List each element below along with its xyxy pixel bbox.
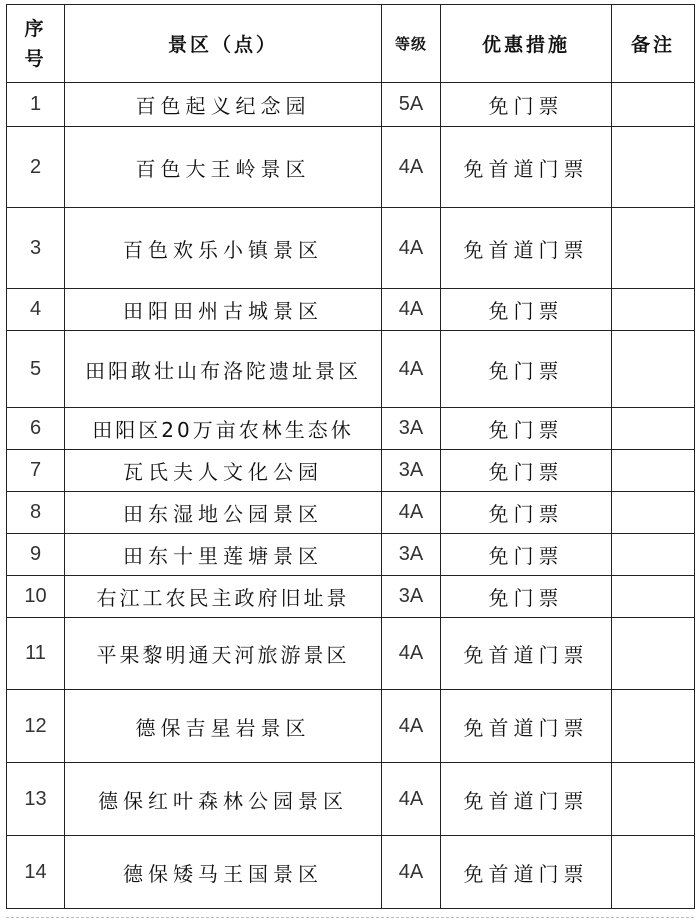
table-row: [7, 576, 695, 618]
row-remark: [612, 331, 695, 408]
row-grade: 4A: [382, 690, 441, 763]
row-seq: 9: [7, 534, 65, 576]
row-grade: 4A: [382, 208, 441, 289]
row-name: 右江工农民主政府旧址景: [65, 576, 382, 618]
table-row: [7, 450, 695, 492]
row-name: 德保红叶森林公园景区: [65, 763, 382, 836]
table-row: [7, 208, 695, 289]
row-discount: 免首道门票: [441, 208, 612, 289]
header-remark: 备注: [612, 5, 695, 83]
row-seq: 2: [7, 127, 65, 208]
row-seq: 13: [7, 763, 65, 836]
row-name: 田阳田州古城景区: [65, 289, 382, 331]
row-grade: 3A: [382, 576, 441, 618]
table-row: [7, 127, 695, 208]
row-remark: [612, 83, 695, 127]
row-name: 百色大王岭景区: [65, 127, 382, 208]
row-discount: 免门票: [441, 408, 612, 450]
row-name: 百色欢乐小镇景区: [65, 208, 382, 289]
row-remark: [612, 576, 695, 618]
row-seq: 3: [7, 208, 65, 289]
row-remark: [612, 690, 695, 763]
row-name: 田阳敢壮山布洛陀遗址景区: [65, 331, 382, 408]
row-seq: 11: [7, 618, 65, 690]
row-discount: 免门票: [441, 289, 612, 331]
row-grade: 3A: [382, 450, 441, 492]
table-row: [7, 408, 695, 450]
row-name: 田阳区20万亩农林生态休: [65, 408, 382, 450]
row-seq: 8: [7, 492, 65, 534]
row-remark: [612, 618, 695, 690]
row-discount: 免首道门票: [441, 618, 612, 690]
row-remark: [612, 450, 695, 492]
row-grade: 3A: [382, 408, 441, 450]
scenic-spots-table: [6, 4, 695, 909]
row-discount: 免门票: [441, 331, 612, 408]
header-seq-line2: 号: [24, 47, 47, 70]
row-name: 德保吉星岩景区: [65, 690, 382, 763]
table-row: [7, 331, 695, 408]
table-row: [7, 618, 695, 690]
row-grade: 4A: [382, 331, 441, 408]
table-row: [7, 690, 695, 763]
header-grade: 等级: [382, 5, 441, 83]
header-discount: 优惠措施: [441, 5, 612, 83]
table-row: [7, 289, 695, 331]
row-seq: 14: [7, 836, 65, 909]
row-grade: 4A: [382, 289, 441, 331]
row-grade: 4A: [382, 492, 441, 534]
row-name: 田东湿地公园景区: [65, 492, 382, 534]
row-seq: 6: [7, 408, 65, 450]
row-remark: [612, 836, 695, 909]
row-seq: 12: [7, 690, 65, 763]
row-seq: 5: [7, 331, 65, 408]
row-remark: [612, 534, 695, 576]
row-discount: 免首道门票: [441, 836, 612, 909]
table-row: [7, 836, 695, 909]
row-discount: 免门票: [441, 492, 612, 534]
row-remark: [612, 408, 695, 450]
header-seq-line1: 序: [24, 17, 47, 40]
row-remark: [612, 289, 695, 331]
row-discount: 免首道门票: [441, 127, 612, 208]
header-seq: [7, 5, 65, 83]
table-row: [7, 763, 695, 836]
header-row: [7, 5, 695, 83]
row-grade: 4A: [382, 127, 441, 208]
row-grade: 4A: [382, 763, 441, 836]
row-grade: 3A: [382, 534, 441, 576]
row-remark: [612, 208, 695, 289]
header-name: 景区（点）: [65, 5, 382, 83]
row-seq: 4: [7, 289, 65, 331]
row-discount: 免首道门票: [441, 763, 612, 836]
row-discount: 免首道门票: [441, 690, 612, 763]
table-row: [7, 492, 695, 534]
row-seq: 10: [7, 576, 65, 618]
row-grade: 4A: [382, 836, 441, 909]
row-discount: 免门票: [441, 450, 612, 492]
row-seq: 1: [7, 83, 65, 127]
row-remark: [612, 127, 695, 208]
row-discount: 免门票: [441, 576, 612, 618]
row-remark: [612, 763, 695, 836]
row-remark: [612, 492, 695, 534]
table-row: [7, 534, 695, 576]
row-grade: 4A: [382, 618, 441, 690]
row-discount: 免门票: [441, 83, 612, 127]
row-grade: 5A: [382, 83, 441, 127]
row-name: 瓦氏夫人文化公园: [65, 450, 382, 492]
row-name: 田东十里莲塘景区: [65, 534, 382, 576]
table-row: [7, 83, 695, 127]
row-discount: 免门票: [441, 534, 612, 576]
page-bottom-rule: [6, 917, 694, 918]
row-name: 百色起义纪念园: [65, 83, 382, 127]
row-name: 平果黎明通天河旅游景区: [65, 618, 382, 690]
row-name: 德保矮马王国景区: [65, 836, 382, 909]
row-seq: 7: [7, 450, 65, 492]
